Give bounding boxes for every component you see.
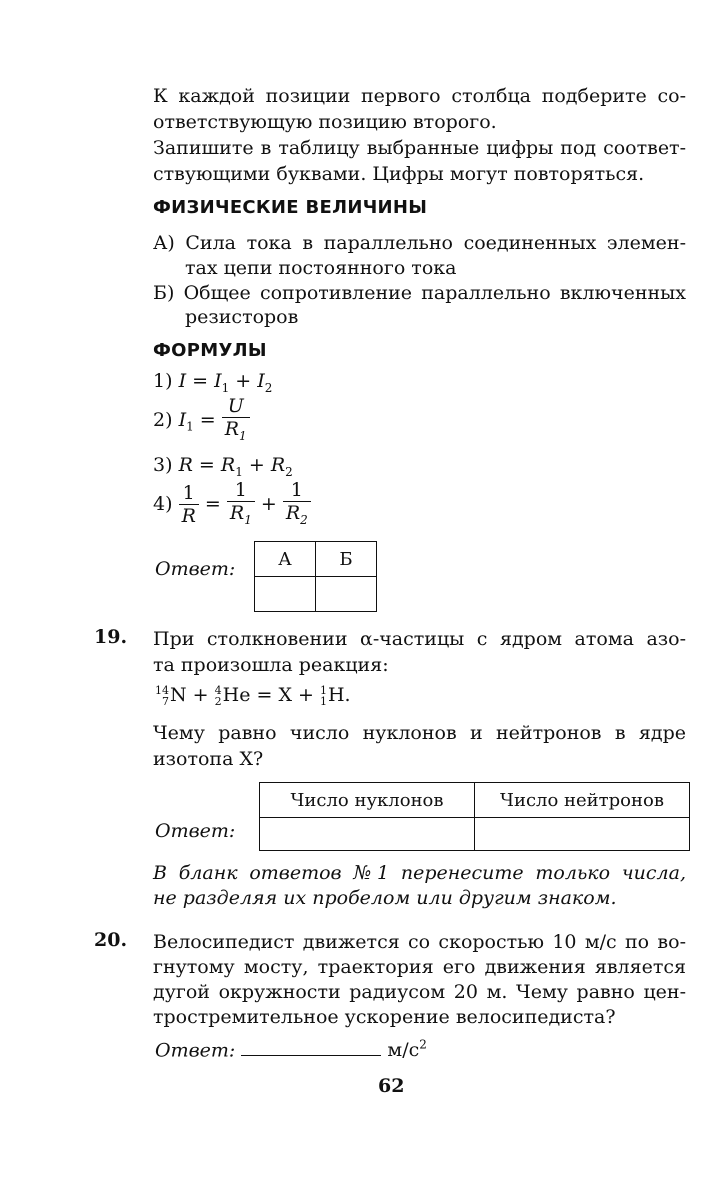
question-19-number: 19.	[94, 626, 128, 648]
intro-line-1: К каждой позиции первого столбца подберите со-	[153, 85, 686, 107]
formula-2-number: 2)	[153, 408, 173, 431]
formula-4: 4) $\frac{1}{R}$ = $\frac{1}{R_1}$ + $\frac{1}{R_2}$	[153, 479, 311, 531]
question-19-line-2: та произошла реакция:	[153, 654, 389, 676]
quantities-heading: ФИЗИЧЕСКИЕ ВЕЛИЧИНЫ	[153, 197, 428, 218]
formula-1-number: 1)	[153, 370, 173, 392]
formula-3: 3) $R = R_1 + R_2$	[153, 454, 293, 479]
quantity-b-line-1: Б) Общее сопротивление параллельно включенных	[153, 282, 686, 304]
formula-4-fraction-left: $\frac{1}{R}$	[179, 482, 199, 527]
question-19-line-1: При столкновении α-частицы с ядром атома азо-	[153, 628, 686, 650]
nuclear-reaction: 14 7 N + 4 2 He = X + 1 1 H.	[155, 684, 351, 708]
formula-4-fraction-r2: $\frac{1}{R_2}$	[283, 479, 311, 531]
question-19-note-1: В бланк ответов №1 перенесите только числа,	[153, 862, 686, 884]
answer-18-header-a: А	[255, 542, 316, 577]
question-20-line-4: тростремительное ускорение велосипедиста?	[153, 1006, 616, 1028]
answer-20-label: Ответ:	[155, 1039, 236, 1062]
formula-4-fraction-r1: $\frac{1}{R_1}$	[227, 479, 255, 531]
formula-4-number: 4)	[153, 492, 173, 515]
intro-line-2: ответствующую позицию второго.	[153, 111, 497, 133]
formula-1: 1) $I = I_1 + I_2$	[153, 370, 273, 395]
answer-19-header-neutrons: Число нейтронов	[475, 783, 690, 818]
answer-19-cell-nucleons[interactable]	[260, 818, 475, 851]
formula-2-fraction: $\frac{U}{R_1}$	[222, 395, 250, 447]
question-19-line-3: Чему равно число нуклонов и нейтронов в ядре	[153, 722, 686, 744]
question-19-note-2: не разделяя их пробелом или другим знаком.	[153, 887, 617, 909]
answer-20-row	[155, 1032, 427, 1063]
answer-19-table	[259, 782, 690, 851]
quantity-b-line-2: резисторов	[185, 306, 299, 328]
answer-19-header-nucleons: Число нуклонов	[260, 783, 475, 818]
answer-19-label: Ответ:	[155, 820, 236, 842]
answer-20-unit: $м/с^2$	[387, 1038, 427, 1062]
quantity-a-line-2: тах цепи постоянного тока	[185, 257, 457, 279]
formula-2: 2) $I_1$ = $\frac{U}{R_1}$	[153, 395, 250, 447]
formula-3-number: 3)	[153, 454, 173, 476]
quantity-a-line-1: А) Сила тока в параллельно соединенных элемен-	[153, 232, 686, 254]
question-19-line-4: изотопа X?	[153, 748, 264, 770]
formulas-heading: ФОРМУЛЫ	[153, 340, 267, 361]
answer-19-cell-neutrons[interactable]	[475, 818, 690, 851]
question-20-line-2: гнутому мосту, траектория его движения является	[153, 956, 686, 978]
answer-20-blank[interactable]	[241, 1035, 381, 1056]
intro-line-4: ствующими буквами. Цифры могут повторяться.	[153, 163, 645, 185]
answer-18-table	[254, 541, 377, 612]
answer-18-cell-a[interactable]	[255, 577, 316, 612]
answer-18-cell-b[interactable]	[316, 577, 377, 612]
question-20-line-1: Велосипедист движется со скоростью 10 м/с по во-	[153, 931, 686, 953]
answer-18-header-b: Б	[316, 542, 377, 577]
question-20-line-3: дугой окружности радиусом 20 м. Чему равно цен-	[153, 981, 686, 1003]
page-number: 62	[378, 1075, 405, 1097]
question-20-number: 20.	[94, 929, 128, 951]
answer-18-label: Ответ:	[155, 558, 236, 580]
intro-line-3: Запишите в таблицу выбранные цифры под соответ-	[153, 137, 686, 159]
